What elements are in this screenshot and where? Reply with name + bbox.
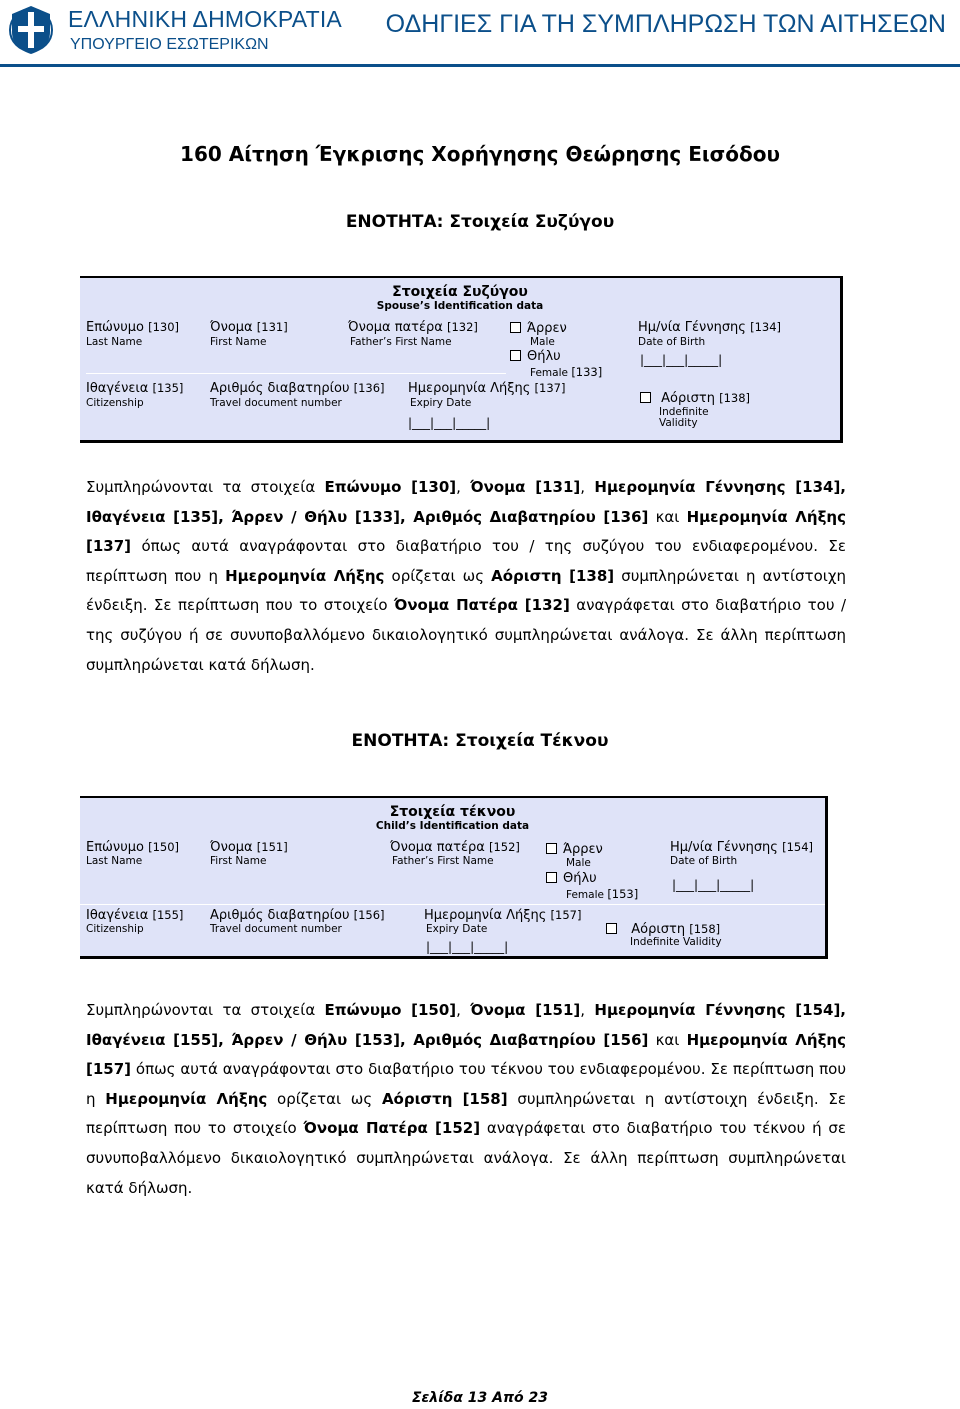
header-doc-title: ΟΔΗΓΙΕΣ ΓΙΑ ΤΗ ΣΥΜΠΛΗΡΩΣΗ ΤΩΝ ΑΙΤΗΣΕΩΝ <box>385 10 946 38</box>
child-male-option[interactable]: Άρρεν <box>546 842 603 857</box>
spouse-citizenship-label: Ιθαγένεια [135] <box>86 381 184 396</box>
spouse-male-checkbox[interactable] <box>510 322 521 333</box>
spouse-row-separator <box>86 373 506 374</box>
spouse-form-heading: Στοιχεία Συζύγου <box>392 284 528 300</box>
spouse-father-en: Father’s First Name <box>350 336 452 348</box>
spouse-first-name-label: Όνομα [131] <box>210 320 288 335</box>
child-female-en: Female [153] <box>566 887 639 901</box>
child-dob-field[interactable]: |___|___|_____| <box>672 878 755 892</box>
spouse-travel-doc-en: Travel document number <box>210 397 342 409</box>
spouse-last-name-en: Last Name <box>86 336 143 348</box>
spouse-citizenship-en: Citizenship <box>86 397 144 409</box>
child-male-checkbox[interactable] <box>546 843 557 854</box>
spouse-indefinite-en1: Indefinite <box>659 406 709 418</box>
spouse-dob-label: Ημ/νία Γέννησης [134] <box>638 320 782 335</box>
child-row-separator <box>80 904 825 905</box>
child-last-name-en: Last Name <box>86 855 143 867</box>
child-indefinite-option[interactable]: Αόριστη [158] <box>606 922 720 937</box>
header-ministry: ΥΠΟΥΡΓΕΙΟ ΕΣΩΤΕΡΙΚΩΝ <box>70 36 269 53</box>
spouse-indefinite-checkbox[interactable] <box>640 392 651 403</box>
spouse-male-option[interactable]: Άρρεν <box>510 321 567 336</box>
spouse-form <box>80 276 843 443</box>
child-father-en: Father’s First Name <box>392 855 494 867</box>
spouse-section-title: ΕΝΟΤΗΤΑ: Στοιχεία Συζύγου <box>345 212 615 232</box>
spouse-expiry-field[interactable]: |___|___|_____| <box>408 416 491 430</box>
page-title: 160 Αίτηση Έγκρισης Χορήγησης Θεώρησης Εισόδου <box>180 142 780 166</box>
spouse-instructions: Συμπληρώνονται τα στοιχεία Επώνυμο [130], Όνομα [131], Ημερομηνία Γέννησης [134], Ιθαγένεια [135], Άρρεν / Θήλυ [133], Αριθμός Διαβατηρίου [136] και Ημερομηνία Λήξης [137] όπως αυτά αναγράφονται στο διαβατήριο του / της συζύγου του ενδιαφερομένου. Σε περίπτωση που η Ημερομηνία Λήξης ορίζεται ως Αόριστη [138] συμπληρώνεται η αντίστοιχη ένδειξη. Σε περίπτωση που το στοιχείο Όνομα Πατέρα [132] αναγράφεται στο διαβατήριο του / της συζύγου ή σε συνυποβαλλόμενο δικαιολογητικό συμπληρώνεται ανάλογα. Σε άλλη περίπτωση συμπληρώνεται κατά δήλωση. <box>86 478 847 674</box>
child-form-subheading: Child’s Identification data <box>375 820 530 832</box>
header-org: ΕΛΛΗΝΙΚΗ ΔΗΜΟΚΡΑΤΙΑ <box>68 6 342 32</box>
child-form-heading: Στοιχεία τέκνου <box>389 804 516 820</box>
child-travel-doc-label: Αριθμός διαβατηρίου [156] <box>210 908 385 923</box>
child-dob-label: Ημ/νία Γέννησης [154] <box>670 840 814 855</box>
spouse-travel-doc-label: Αριθμός διαβατηρίου [136] <box>210 381 385 396</box>
child-citizenship-label: Ιθαγένεια [155] <box>86 908 184 923</box>
child-form <box>80 796 828 959</box>
page-footer: Σελίδα 13 Από 23 <box>411 1390 549 1406</box>
child-travel-doc-en: Travel document number <box>210 923 342 935</box>
child-indefinite-checkbox[interactable] <box>606 923 617 934</box>
spouse-female-en: Female [133] <box>530 365 603 379</box>
child-father-label: Όνομα πατέρα [152] <box>390 840 520 855</box>
greek-emblem-icon <box>8 4 54 56</box>
child-expiry-field[interactable]: |___|___|_____| <box>426 940 509 954</box>
spouse-female-checkbox[interactable] <box>510 350 521 361</box>
child-instructions: Συμπληρώνονται τα στοιχεία Επώνυμο [150], Όνομα [151], Ημερομηνία Γέννησης [154], Ιθαγένεια [155], Άρρεν / Θήλυ [153], Αριθμός Διαβατηρίου [156] και Ημερομηνία Λήξης [157] όπως αυτά αναγράφονται στο διαβατήριο του τέκνου του ενδιαφερομένου. Σε περίπτωση που η Ημερομηνία Λήξης ορίζεται ως Αόριστη [158] συμπληρώνεται η αντίστοιχη ένδειξη. Σε περίπτωση που το στοιχείο Όνομα Πατέρα [152] αναγράφεται στο διαβατήριο του τέκνου ή σε συνυποβαλλόμενο δικαιολογητικό συμπληρώνεται ανάλογα. Σε άλλη περίπτωση συμπληρώνεται κατά δήλωση. <box>86 1001 847 1197</box>
spouse-indefinite-option[interactable]: Αόριστη [138] <box>640 391 750 406</box>
child-citizenship-en: Citizenship <box>86 923 144 935</box>
child-first-name-en: First Name <box>210 855 267 867</box>
spouse-female-option[interactable]: Θήλυ <box>510 349 561 364</box>
spouse-first-name-en: First Name <box>210 336 267 348</box>
child-female-option[interactable]: Θήλυ <box>546 871 597 886</box>
spouse-dob-en: Date of Birth <box>638 336 706 348</box>
spouse-dob-field[interactable]: |___|___|_____| <box>640 353 723 367</box>
child-female-checkbox[interactable] <box>546 872 557 883</box>
child-first-name-label: Όνομα [151] <box>210 840 288 855</box>
spouse-expiry-label: Ημερομηνία Λήξης [137] <box>408 381 566 396</box>
child-expiry-en: Expiry Date <box>426 923 488 935</box>
spouse-last-name-label: Επώνυμο [130] <box>86 320 180 335</box>
child-indefinite-en: Indefinite Validity <box>630 936 722 948</box>
child-dob-en: Date of Birth <box>670 855 738 867</box>
spouse-expiry-en: Expiry Date <box>410 397 472 409</box>
child-section-title: ΕΝΟΤΗΤΑ: Στοιχεία Τέκνου <box>351 731 609 751</box>
child-male-en: Male <box>566 857 591 869</box>
spouse-form-subheading: Spouse’s Identification data <box>376 300 544 312</box>
child-expiry-label: Ημερομηνία Λήξης [157] <box>424 908 582 923</box>
header-divider <box>0 64 960 67</box>
spouse-indefinite-en2: Validity <box>659 417 698 429</box>
spouse-father-label: Όνομα πατέρα [132] <box>348 320 478 335</box>
spouse-male-en: Male <box>530 336 555 348</box>
child-last-name-label: Επώνυμο [150] <box>86 840 180 855</box>
